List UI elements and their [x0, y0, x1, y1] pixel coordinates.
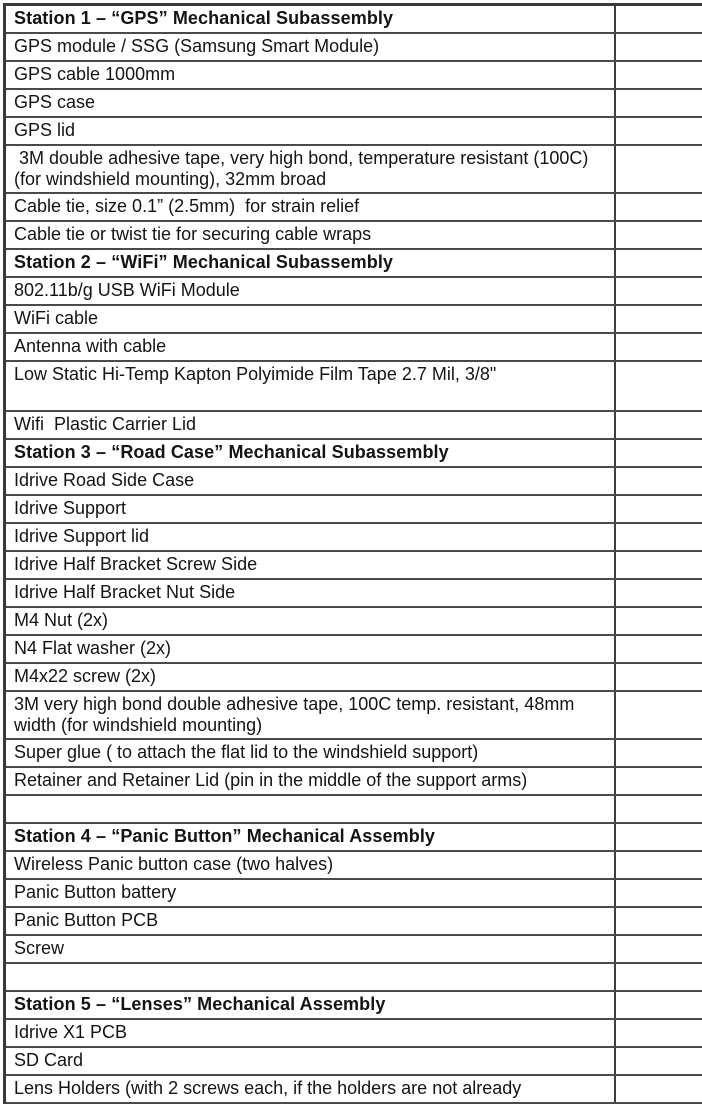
qty-cell	[615, 411, 702, 439]
table-row	[5, 691, 702, 739]
table-row	[5, 907, 702, 935]
qty-cell	[615, 1075, 702, 1103]
item-label-cell: GPS case	[5, 89, 615, 117]
table-row	[5, 221, 702, 249]
section-header-row	[5, 991, 702, 1019]
item-label-cell: Idrive Support	[5, 495, 615, 523]
table-row	[5, 795, 702, 823]
qty-cell	[615, 523, 702, 551]
item-label-cell	[5, 795, 615, 823]
item-label-cell: GPS module / SSG (Samsung Smart Module)	[5, 33, 615, 61]
qty-cell	[615, 851, 702, 879]
qty-cell	[615, 991, 702, 1019]
item-label-cell: SD Card	[5, 1047, 615, 1075]
table-row	[5, 333, 702, 361]
table-row	[5, 579, 702, 607]
qty-cell	[615, 277, 702, 305]
qty-cell	[615, 305, 702, 333]
qty-cell	[615, 193, 702, 221]
table-row	[5, 277, 702, 305]
item-label-cell: Wireless Panic button case (two halves)	[5, 851, 615, 879]
item-label-cell: Cable tie or twist tie for securing cable wraps	[5, 221, 615, 249]
table-row	[5, 963, 702, 991]
qty-cell	[615, 1019, 702, 1047]
table-row	[5, 1019, 702, 1047]
item-label-cell: Idrive Half Bracket Nut Side	[5, 579, 615, 607]
qty-cell	[615, 551, 702, 579]
qty-cell	[615, 663, 702, 691]
item-label-cell: GPS lid	[5, 117, 615, 145]
table-row	[5, 635, 702, 663]
qty-cell	[615, 495, 702, 523]
table-row	[5, 739, 702, 767]
item-label-cell: Wifi Plastic Carrier Lid	[5, 411, 615, 439]
qty-cell	[615, 1047, 702, 1075]
item-label-cell: Low Static Hi-Temp Kapton Polyimide Film Tape 2.7 Mil, 3/8"	[5, 361, 615, 411]
qty-cell	[615, 907, 702, 935]
qty-cell	[615, 61, 702, 89]
qty-cell	[615, 635, 702, 663]
qty-cell	[615, 739, 702, 767]
qty-cell	[615, 89, 702, 117]
table-row	[5, 607, 702, 635]
table-row	[5, 193, 702, 221]
section-title-cell: Station 4 – “Panic Button” Mechanical Assembly	[5, 823, 615, 851]
item-label-cell: Cable tie, size 0.1” (2.5mm) for strain relief	[5, 193, 615, 221]
item-label-cell: Super glue ( to attach the flat lid to the windshield support)	[5, 739, 615, 767]
qty-cell	[615, 145, 702, 193]
section-header-row	[5, 5, 702, 34]
parts-table-body	[5, 5, 702, 1104]
qty-cell	[615, 767, 702, 795]
item-label-cell: Idrive Support lid	[5, 523, 615, 551]
qty-cell	[615, 879, 702, 907]
table-row	[5, 935, 702, 963]
table-row	[5, 551, 702, 579]
item-label-cell: Idrive Road Side Case	[5, 467, 615, 495]
table-row	[5, 305, 702, 333]
qty-cell	[615, 607, 702, 635]
qty-cell	[615, 935, 702, 963]
section-header-row	[5, 823, 702, 851]
section-header-row	[5, 249, 702, 277]
table-row	[5, 879, 702, 907]
table-row	[5, 767, 702, 795]
table-row	[5, 1075, 702, 1103]
table-row	[5, 89, 702, 117]
item-label-cell: 3M very high bond double adhesive tape, 100C temp. resistant, 48mm width (for windshield mounting)	[5, 691, 615, 739]
item-label-cell: 3M double adhesive tape, very high bond, temperature resistant (100C) (for windshield mounting), 32mm broad	[5, 145, 615, 193]
item-label-cell: WiFi cable	[5, 305, 615, 333]
qty-cell	[615, 5, 702, 34]
item-label-cell: Panic Button PCB	[5, 907, 615, 935]
qty-cell	[615, 361, 702, 411]
table-row	[5, 61, 702, 89]
qty-cell	[615, 439, 702, 467]
table-row	[5, 361, 702, 411]
qty-cell	[615, 579, 702, 607]
item-label-cell: Idrive Half Bracket Screw Side	[5, 551, 615, 579]
parts-table	[3, 3, 702, 1104]
qty-cell	[615, 467, 702, 495]
table-row	[5, 145, 702, 193]
table-row	[5, 851, 702, 879]
table-row	[5, 523, 702, 551]
item-label-cell: M4x22 screw (2x)	[5, 663, 615, 691]
item-label-cell: N4 Flat washer (2x)	[5, 635, 615, 663]
qty-cell	[615, 33, 702, 61]
item-label-cell: Lens Holders (with 2 screws each, if the holders are not already	[5, 1075, 615, 1103]
table-row	[5, 495, 702, 523]
section-title-cell: Station 1 – “GPS” Mechanical Subassembly	[5, 5, 615, 34]
qty-cell	[615, 691, 702, 739]
item-label-cell: Antenna with cable	[5, 333, 615, 361]
item-label-cell: Retainer and Retainer Lid (pin in the middle of the support arms)	[5, 767, 615, 795]
qty-cell	[615, 795, 702, 823]
table-row	[5, 663, 702, 691]
table-row	[5, 467, 702, 495]
item-label-cell: Idrive X1 PCB	[5, 1019, 615, 1047]
table-row	[5, 117, 702, 145]
section-title-cell: Station 3 – “Road Case” Mechanical Subassembly	[5, 439, 615, 467]
table-row	[5, 411, 702, 439]
qty-cell	[615, 249, 702, 277]
item-label-cell	[5, 963, 615, 991]
item-label-cell: Screw	[5, 935, 615, 963]
item-label-cell: Panic Button battery	[5, 879, 615, 907]
item-label-cell: M4 Nut (2x)	[5, 607, 615, 635]
qty-cell	[615, 963, 702, 991]
section-title-cell: Station 5 – “Lenses” Mechanical Assembly	[5, 991, 615, 1019]
qty-cell	[615, 333, 702, 361]
section-header-row	[5, 439, 702, 467]
item-label-cell: GPS cable 1000mm	[5, 61, 615, 89]
section-title-cell: Station 2 – “WiFi” Mechanical Subassembly	[5, 249, 615, 277]
table-row	[5, 33, 702, 61]
table-row	[5, 1047, 702, 1075]
qty-cell	[615, 823, 702, 851]
item-label-cell: 802.11b/g USB WiFi Module	[5, 277, 615, 305]
qty-cell	[615, 117, 702, 145]
qty-cell	[615, 221, 702, 249]
